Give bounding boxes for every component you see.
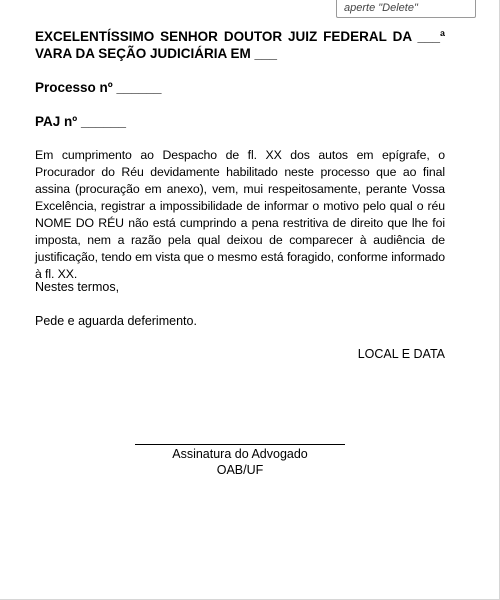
delete-hint-text: aperte "Delete" [344,2,418,14]
signature-line [135,444,345,445]
paj-number-field: PAJ nº ______ [35,114,126,129]
document-content [35,28,445,477]
petition-body-paragraph: Em cumprimento ao Despacho de fl. XX dos autos em epígrafe, o Procurador do Réu devidamente habilitado neste processo que ao final assina (procuração em anexo), vem, mui respeitosamente, perante Vossa Excelência, registrar a impossibilidade de informar o motivo pelo qual o réu NOME DO RÉU não está cumprindo a pena restritiva de direito que lhe foi imposta, nem a razão pela qual deixou de comparecer à audiência de justificação, tendo em vista que o mesmo está foragido, conforme informado à fl. XX. [35,148,445,281]
signature-oab: OAB/UF [216,463,264,477]
signature-name: Assinatura do Advogado [172,447,308,461]
delete-hint-box[interactable] [336,0,476,18]
closing-terms: Nestes termos, [35,280,120,294]
document-heading: EXCELENTÍSSIMO SENHOR DOUTOR JUIZ FEDERAL DA ___ª VARA DA SEÇÃO JUDICIÁRIA EM ___ [35,29,445,61]
local-and-date: LOCAL E DATA [357,347,445,361]
processo-number-field: Processo nº ______ [35,80,162,95]
closing-request: Pede e aguarda deferimento. [35,314,197,328]
